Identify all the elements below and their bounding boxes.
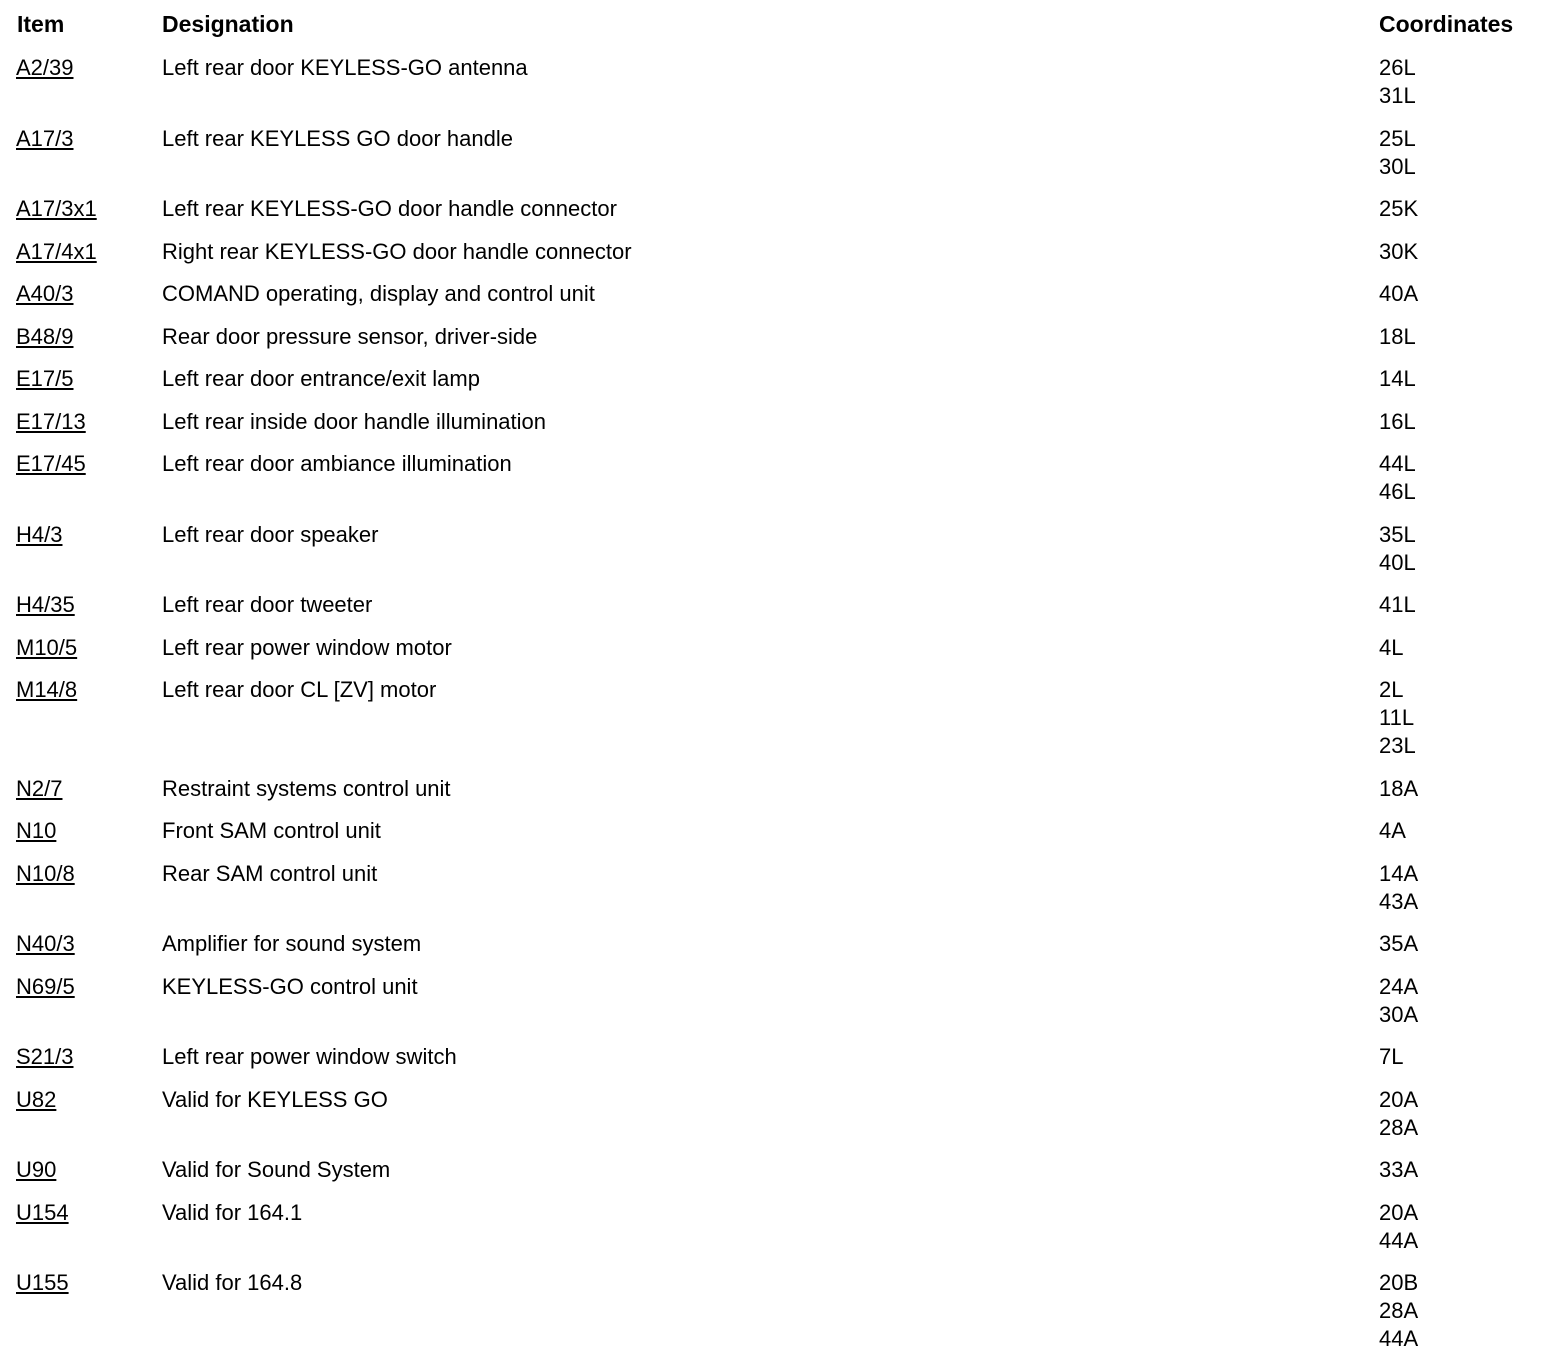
coordinate-value: 28A: [1379, 1298, 1419, 1323]
coordinates-list: [1379, 408, 1416, 436]
designation-text: Left rear door tweeter: [162, 592, 373, 617]
coordinates-list: [1379, 450, 1416, 506]
coordinate-value: 23L: [1379, 733, 1416, 758]
coordinates-list: [1379, 1269, 1418, 1353]
designation-text: Left rear door speaker: [162, 521, 379, 547]
coordinate-value: 7L: [1379, 1044, 1404, 1069]
coordinate-value: 11L: [1379, 705, 1415, 730]
designation-text: Valid for Sound System: [162, 1157, 391, 1182]
coordinate-value: 31L: [1379, 83, 1416, 108]
coordinate-value: 20A: [1379, 1086, 1419, 1112]
item-link[interactable]: N10/8: [16, 860, 75, 886]
designation-text: Left rear door entrance/exit lamp: [162, 366, 480, 391]
coordinate-value: 18A: [1379, 775, 1419, 801]
coordinate-value: 33A: [1379, 1157, 1419, 1182]
item-link[interactable]: E17/13: [16, 408, 86, 434]
item-link[interactable]: U82: [16, 1086, 57, 1112]
coordinate-value: 16L: [1379, 408, 1416, 434]
coordinate-value: 43A: [1379, 888, 1419, 914]
item-link[interactable]: B48/9: [16, 323, 74, 349]
coordinates-list: [1379, 54, 1416, 110]
coordinate-value: 26L: [1379, 55, 1416, 80]
coordinates-list: [1379, 1156, 1418, 1184]
item-link[interactable]: H4/35: [16, 592, 75, 617]
designation-text: Left rear power window motor: [162, 634, 452, 660]
coordinate-value: 44L: [1379, 451, 1416, 476]
coordinates-list: [1379, 280, 1418, 308]
coordinate-value: 25K: [1379, 196, 1419, 221]
coordinates-list: [1379, 930, 1418, 958]
item-link[interactable]: N69/5: [16, 973, 75, 999]
coordinate-value: 4A: [1379, 818, 1406, 843]
item-link[interactable]: A17/3x1: [16, 196, 97, 221]
coordinates-list: [1379, 323, 1416, 351]
coordinates-list: [1379, 775, 1418, 803]
coordinate-value: 25L: [1379, 125, 1416, 151]
coordinate-value: 24A: [1379, 973, 1419, 999]
designation-text: Left rear inside door handle illumination: [162, 408, 547, 434]
designation-text: COMAND operating, display and control unit: [162, 281, 595, 306]
coordinate-value: 46L: [1379, 479, 1416, 504]
designation-text: KEYLESS-GO control unit: [162, 973, 418, 999]
coordinate-value: 18L: [1379, 323, 1416, 349]
item-link[interactable]: M10/5: [16, 634, 78, 660]
coordinate-value: 14L: [1379, 366, 1416, 391]
coordinates-list: [1379, 1199, 1418, 1255]
designation-text: Right rear KEYLESS-GO door handle connector: [162, 238, 632, 264]
coordinate-value: 20B: [1379, 1270, 1419, 1295]
coordinate-value: 35A: [1379, 931, 1419, 956]
item-link[interactable]: A40/3: [16, 281, 74, 306]
designation-text: Valid for 164.8: [162, 1270, 303, 1295]
designation-text: Front SAM control unit: [162, 818, 381, 843]
item-link[interactable]: N2/7: [16, 775, 63, 801]
designation-text: Amplifier for sound system: [162, 931, 422, 956]
coordinates-list: [1379, 365, 1416, 393]
coordinate-value: 41L: [1379, 592, 1416, 617]
designation-text: Left rear door CL [ZV] motor: [162, 677, 437, 702]
coordinate-value: 35L: [1379, 521, 1416, 547]
item-link[interactable]: E17/45: [16, 451, 86, 476]
item-link[interactable]: A2/39: [16, 55, 74, 80]
coordinate-value: 44A: [1379, 1227, 1419, 1253]
column-header-designation: Designation: [162, 11, 294, 37]
coordinates-list: [1379, 521, 1416, 577]
coordinate-value: 30A: [1379, 1001, 1419, 1027]
item-link[interactable]: A17/3: [16, 125, 74, 151]
item-link[interactable]: E17/5: [16, 366, 74, 391]
item-link[interactable]: H4/3: [16, 521, 63, 547]
coordinates-list: [1379, 125, 1416, 181]
designation-text: Valid for 164.1: [162, 1199, 303, 1225]
designation-text: Valid for KEYLESS GO: [162, 1086, 388, 1112]
designation-text: Left rear KEYLESS GO door handle: [162, 125, 513, 151]
coordinate-value: 28A: [1379, 1114, 1419, 1140]
coordinate-value: 30K: [1379, 238, 1419, 264]
designation-text: Rear door pressure sensor, driver-side: [162, 323, 538, 349]
coordinates-list: [1379, 238, 1418, 266]
coordinates-list: [1379, 1086, 1418, 1142]
item-link[interactable]: S21/3: [16, 1044, 74, 1069]
coordinate-value: 4L: [1379, 634, 1404, 660]
coordinate-value: 14A: [1379, 860, 1419, 886]
coordinates-list: [1379, 195, 1418, 223]
item-link[interactable]: M14/8: [16, 677, 78, 702]
designation-text: Left rear door ambiance illumination: [162, 451, 512, 476]
designation-text: Left rear door KEYLESS-GO antenna: [162, 55, 528, 80]
coordinate-value: 44A: [1379, 1326, 1419, 1351]
coordinate-value: 20A: [1379, 1199, 1419, 1225]
coordinates-list: [1379, 591, 1416, 619]
coordinates-list: [1379, 676, 1416, 760]
item-link[interactable]: N10: [16, 818, 57, 843]
coordinates-list: [1379, 860, 1418, 916]
coordinates-list: [1379, 1043, 1403, 1071]
designation-text: Rear SAM control unit: [162, 860, 378, 886]
designation-text: Left rear power window switch: [162, 1044, 457, 1069]
coordinates-list: [1379, 634, 1403, 662]
item-link[interactable]: N40/3: [16, 931, 75, 956]
coordinate-value: 2L: [1379, 677, 1404, 702]
item-link[interactable]: U90: [16, 1157, 57, 1182]
item-link[interactable]: A17/4x1: [16, 238, 97, 264]
column-header-item: Item: [17, 11, 65, 37]
coordinate-value: 40A: [1379, 281, 1419, 306]
designation-text: Left rear KEYLESS-GO door handle connector: [162, 196, 617, 221]
coordinate-value: 30L: [1379, 153, 1416, 179]
coordinates-list: [1379, 817, 1406, 845]
coordinate-value: 40L: [1379, 549, 1416, 575]
column-header-coordinates: Coordinates: [1379, 11, 1514, 37]
designation-text: Restraint systems control unit: [162, 775, 451, 801]
item-link[interactable]: U154: [16, 1199, 69, 1225]
item-link[interactable]: U155: [16, 1270, 69, 1295]
coordinates-list: [1379, 973, 1418, 1029]
